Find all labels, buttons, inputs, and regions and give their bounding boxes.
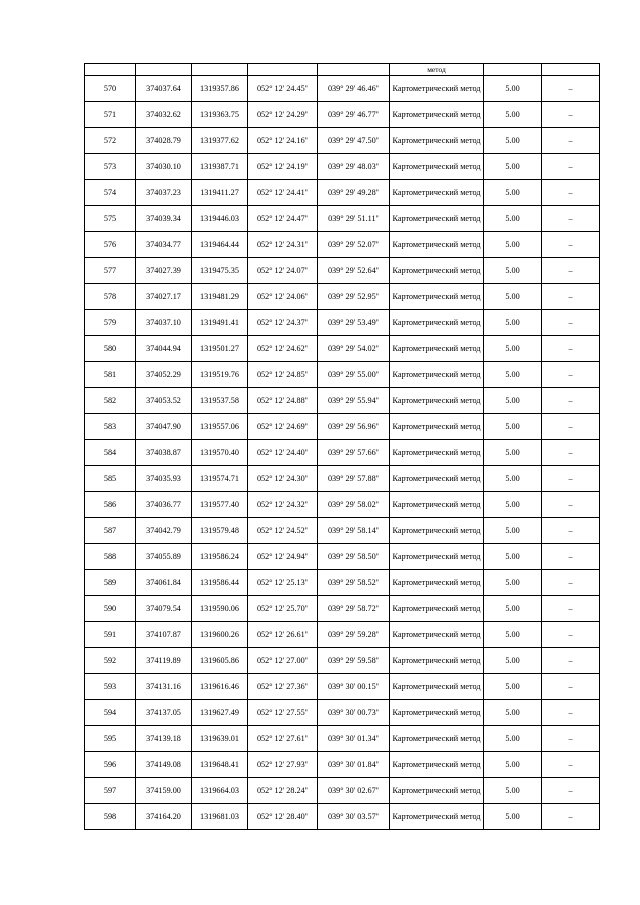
cell-point-number: 577 xyxy=(85,258,136,284)
cell-note: – xyxy=(542,726,600,752)
cell-longitude: 039° 29' 55.00" xyxy=(318,362,390,388)
cell-accuracy: 5.00 xyxy=(484,180,542,206)
cell-longitude: 039° 29' 58.02" xyxy=(318,492,390,518)
cell-longitude: 039° 29' 56.96" xyxy=(318,414,390,440)
cell-point-number: 596 xyxy=(85,752,136,778)
cell-longitude: 039° 29' 58.14" xyxy=(318,518,390,544)
cell-y-coordinate: 1319648.41 xyxy=(192,752,248,778)
cell-method: Картометрический метод xyxy=(390,778,484,804)
cell-latitude: 052° 12' 24.37" xyxy=(248,310,318,336)
cell-x-coordinate: 374035.93 xyxy=(136,466,192,492)
cell-longitude: 039° 30' 01.84" xyxy=(318,752,390,778)
cell-method-continuation: метод xyxy=(390,64,484,76)
cell-note: – xyxy=(542,180,600,206)
cell-point-number: 575 xyxy=(85,206,136,232)
cell-x-coordinate: 374038.87 xyxy=(136,440,192,466)
cell-y-coordinate: 1319590.06 xyxy=(192,596,248,622)
cell-empty xyxy=(85,64,136,76)
cell-latitude: 052° 12' 28.24" xyxy=(248,778,318,804)
cell-latitude: 052° 12' 27.36" xyxy=(248,674,318,700)
cell-accuracy: 5.00 xyxy=(484,414,542,440)
table-row xyxy=(85,492,600,518)
cell-method: Картометрический метод xyxy=(390,232,484,258)
table-row xyxy=(85,596,600,622)
cell-longitude: 039° 30' 02.67" xyxy=(318,778,390,804)
cell-longitude: 039° 29' 46.77" xyxy=(318,102,390,128)
cell-y-coordinate: 1319377.62 xyxy=(192,128,248,154)
cell-latitude: 052° 12' 24.45" xyxy=(248,76,318,102)
cell-note: – xyxy=(542,128,600,154)
cell-accuracy: 5.00 xyxy=(484,622,542,648)
cell-point-number: 594 xyxy=(85,700,136,726)
cell-latitude: 052° 12' 24.85" xyxy=(248,362,318,388)
cell-longitude: 039° 29' 46.46" xyxy=(318,76,390,102)
cell-accuracy: 5.00 xyxy=(484,336,542,362)
cell-accuracy: 5.00 xyxy=(484,76,542,102)
cell-method: Картометрический метод xyxy=(390,154,484,180)
cell-y-coordinate: 1319387.71 xyxy=(192,154,248,180)
cell-point-number: 576 xyxy=(85,232,136,258)
cell-y-coordinate: 1319616.46 xyxy=(192,674,248,700)
cell-method: Картометрический метод xyxy=(390,804,484,830)
cell-accuracy: 5.00 xyxy=(484,726,542,752)
cell-point-number: 586 xyxy=(85,492,136,518)
cell-method: Картометрический метод xyxy=(390,206,484,232)
cell-x-coordinate: 374036.77 xyxy=(136,492,192,518)
cell-longitude: 039° 29' 59.58" xyxy=(318,648,390,674)
cell-latitude: 052° 12' 25.13" xyxy=(248,570,318,596)
cell-longitude: 039° 30' 00.73" xyxy=(318,700,390,726)
cell-method: Картометрический метод xyxy=(390,388,484,414)
cell-longitude: 039° 29' 58.50" xyxy=(318,544,390,570)
cell-note: – xyxy=(542,154,600,180)
table-row xyxy=(85,284,600,310)
cell-note: – xyxy=(542,544,600,570)
cell-accuracy: 5.00 xyxy=(484,284,542,310)
cell-x-coordinate: 374164.20 xyxy=(136,804,192,830)
cell-latitude: 052° 12' 24.19" xyxy=(248,154,318,180)
cell-accuracy: 5.00 xyxy=(484,102,542,128)
cell-point-number: 581 xyxy=(85,362,136,388)
cell-method: Картометрический метод xyxy=(390,284,484,310)
table-row xyxy=(85,544,600,570)
cell-point-number: 590 xyxy=(85,596,136,622)
cell-latitude: 052° 12' 27.55" xyxy=(248,700,318,726)
cell-latitude: 052° 12' 24.52" xyxy=(248,518,318,544)
cell-point-number: 583 xyxy=(85,414,136,440)
cell-x-coordinate: 374027.17 xyxy=(136,284,192,310)
cell-longitude: 039° 29' 52.07" xyxy=(318,232,390,258)
table-row xyxy=(85,804,600,830)
cell-point-number: 598 xyxy=(85,804,136,830)
cell-method: Картометрический метод xyxy=(390,362,484,388)
cell-note: – xyxy=(542,232,600,258)
cell-y-coordinate: 1319357.86 xyxy=(192,76,248,102)
cell-longitude: 039° 30' 03.57" xyxy=(318,804,390,830)
cell-longitude: 039° 29' 51.11" xyxy=(318,206,390,232)
cell-method: Картометрический метод xyxy=(390,648,484,674)
table-row xyxy=(85,778,600,804)
cell-method: Картометрический метод xyxy=(390,752,484,778)
cell-longitude: 039° 29' 58.52" xyxy=(318,570,390,596)
cell-accuracy: 5.00 xyxy=(484,258,542,284)
cell-longitude: 039° 29' 52.95" xyxy=(318,284,390,310)
cell-point-number: 571 xyxy=(85,102,136,128)
table-row xyxy=(85,180,600,206)
cell-accuracy: 5.00 xyxy=(484,752,542,778)
cell-method: Картометрический метод xyxy=(390,674,484,700)
cell-x-coordinate: 374107.87 xyxy=(136,622,192,648)
cell-latitude: 052° 12' 24.88" xyxy=(248,388,318,414)
cell-longitude: 039° 29' 58.72" xyxy=(318,596,390,622)
table-row xyxy=(85,466,600,492)
table-row xyxy=(85,674,600,700)
cell-note: – xyxy=(542,206,600,232)
cell-x-coordinate: 374137.05 xyxy=(136,700,192,726)
cell-note: – xyxy=(542,778,600,804)
cell-method: Картометрический метод xyxy=(390,336,484,362)
cell-accuracy: 5.00 xyxy=(484,466,542,492)
cell-note: – xyxy=(542,414,600,440)
cell-x-coordinate: 374030.10 xyxy=(136,154,192,180)
cell-y-coordinate: 1319446.03 xyxy=(192,206,248,232)
cell-x-coordinate: 374027.39 xyxy=(136,258,192,284)
cell-empty xyxy=(192,64,248,76)
cell-note: – xyxy=(542,674,600,700)
table-row xyxy=(85,518,600,544)
cell-y-coordinate: 1319639.01 xyxy=(192,726,248,752)
cell-longitude: 039° 29' 59.28" xyxy=(318,622,390,648)
cell-method: Картометрический метод xyxy=(390,596,484,622)
cell-note: – xyxy=(542,258,600,284)
table-row xyxy=(85,206,600,232)
cell-note: – xyxy=(542,362,600,388)
table-row xyxy=(85,258,600,284)
cell-point-number: 582 xyxy=(85,388,136,414)
cell-point-number: 593 xyxy=(85,674,136,700)
cell-latitude: 052° 12' 24.06" xyxy=(248,284,318,310)
cell-y-coordinate: 1319664.03 xyxy=(192,778,248,804)
cell-longitude: 039° 29' 57.66" xyxy=(318,440,390,466)
table-row xyxy=(85,232,600,258)
cell-point-number: 578 xyxy=(85,284,136,310)
cell-note: – xyxy=(542,622,600,648)
cell-point-number: 591 xyxy=(85,622,136,648)
cell-x-coordinate: 374039.34 xyxy=(136,206,192,232)
cell-y-coordinate: 1319411.27 xyxy=(192,180,248,206)
cell-longitude: 039° 30' 00.15" xyxy=(318,674,390,700)
table-row xyxy=(85,154,600,180)
cell-accuracy: 5.00 xyxy=(484,232,542,258)
cell-y-coordinate: 1319627.49 xyxy=(192,700,248,726)
cell-latitude: 052° 12' 24.31" xyxy=(248,232,318,258)
cell-accuracy: 5.00 xyxy=(484,700,542,726)
cell-longitude: 039° 29' 48.03" xyxy=(318,154,390,180)
table-row xyxy=(85,362,600,388)
cell-y-coordinate: 1319579.48 xyxy=(192,518,248,544)
cell-x-coordinate: 374037.10 xyxy=(136,310,192,336)
cell-point-number: 574 xyxy=(85,180,136,206)
cell-method: Картометрический метод xyxy=(390,128,484,154)
cell-latitude: 052° 12' 27.93" xyxy=(248,752,318,778)
cell-note: – xyxy=(542,596,600,622)
cell-point-number: 589 xyxy=(85,570,136,596)
cell-latitude: 052° 12' 24.30" xyxy=(248,466,318,492)
cell-point-number: 573 xyxy=(85,154,136,180)
cell-longitude: 039° 29' 49.28" xyxy=(318,180,390,206)
cell-x-coordinate: 374055.89 xyxy=(136,544,192,570)
cell-y-coordinate: 1319491.41 xyxy=(192,310,248,336)
cell-y-coordinate: 1319481.29 xyxy=(192,284,248,310)
cell-method: Картометрический метод xyxy=(390,544,484,570)
table-row xyxy=(85,128,600,154)
table-row xyxy=(85,700,600,726)
cell-x-coordinate: 374032.62 xyxy=(136,102,192,128)
cell-x-coordinate: 374061.84 xyxy=(136,570,192,596)
cell-method: Картометрический метод xyxy=(390,700,484,726)
cell-accuracy: 5.00 xyxy=(484,518,542,544)
cell-y-coordinate: 1319600.26 xyxy=(192,622,248,648)
cell-note: – xyxy=(542,310,600,336)
cell-x-coordinate: 374149.08 xyxy=(136,752,192,778)
cell-note: – xyxy=(542,466,600,492)
cell-point-number: 585 xyxy=(85,466,136,492)
cell-x-coordinate: 374079.54 xyxy=(136,596,192,622)
table-body xyxy=(85,64,600,830)
cell-accuracy: 5.00 xyxy=(484,362,542,388)
cell-point-number: 570 xyxy=(85,76,136,102)
cell-latitude: 052° 12' 24.47" xyxy=(248,206,318,232)
cell-note: – xyxy=(542,648,600,674)
cell-accuracy: 5.00 xyxy=(484,154,542,180)
cell-note: – xyxy=(542,700,600,726)
cell-latitude: 052° 12' 27.00" xyxy=(248,648,318,674)
cell-point-number: 595 xyxy=(85,726,136,752)
cell-x-coordinate: 374053.52 xyxy=(136,388,192,414)
cell-y-coordinate: 1319570.40 xyxy=(192,440,248,466)
table-row xyxy=(85,648,600,674)
cell-method: Картометрический метод xyxy=(390,76,484,102)
cell-x-coordinate: 374047.90 xyxy=(136,414,192,440)
cell-latitude: 052° 12' 24.29" xyxy=(248,102,318,128)
cell-point-number: 597 xyxy=(85,778,136,804)
table-row xyxy=(85,76,600,102)
cell-note: – xyxy=(542,492,600,518)
cell-accuracy: 5.00 xyxy=(484,388,542,414)
cell-x-coordinate: 374042.79 xyxy=(136,518,192,544)
cell-y-coordinate: 1319577.40 xyxy=(192,492,248,518)
cell-accuracy: 5.00 xyxy=(484,440,542,466)
cell-longitude: 039° 29' 55.94" xyxy=(318,388,390,414)
cell-y-coordinate: 1319605.86 xyxy=(192,648,248,674)
cell-y-coordinate: 1319681.03 xyxy=(192,804,248,830)
cell-y-coordinate: 1319519.76 xyxy=(192,362,248,388)
cell-empty xyxy=(484,64,542,76)
table-row xyxy=(85,622,600,648)
cell-method: Картометрический метод xyxy=(390,570,484,596)
cell-latitude: 052° 12' 24.69" xyxy=(248,414,318,440)
cell-y-coordinate: 1319501.27 xyxy=(192,336,248,362)
cell-longitude: 039° 30' 01.34" xyxy=(318,726,390,752)
cell-accuracy: 5.00 xyxy=(484,206,542,232)
cell-accuracy: 5.00 xyxy=(484,570,542,596)
table-row xyxy=(85,752,600,778)
cell-y-coordinate: 1319363.75 xyxy=(192,102,248,128)
cell-x-coordinate: 374028.79 xyxy=(136,128,192,154)
cell-point-number: 572 xyxy=(85,128,136,154)
cell-accuracy: 5.00 xyxy=(484,778,542,804)
cell-latitude: 052° 12' 24.07" xyxy=(248,258,318,284)
cell-longitude: 039° 29' 53.49" xyxy=(318,310,390,336)
coordinates-table xyxy=(84,63,600,830)
cell-note: – xyxy=(542,102,600,128)
cell-method: Картометрический метод xyxy=(390,440,484,466)
cell-empty xyxy=(542,64,600,76)
cell-point-number: 579 xyxy=(85,310,136,336)
cell-note: – xyxy=(542,76,600,102)
cell-latitude: 052° 12' 28.40" xyxy=(248,804,318,830)
cell-x-coordinate: 374052.29 xyxy=(136,362,192,388)
cell-accuracy: 5.00 xyxy=(484,648,542,674)
cell-note: – xyxy=(542,518,600,544)
cell-x-coordinate: 374119.89 xyxy=(136,648,192,674)
table-row xyxy=(85,310,600,336)
cell-y-coordinate: 1319475.35 xyxy=(192,258,248,284)
cell-note: – xyxy=(542,440,600,466)
cell-empty xyxy=(248,64,318,76)
cell-point-number: 588 xyxy=(85,544,136,570)
cell-accuracy: 5.00 xyxy=(484,804,542,830)
cell-latitude: 052° 12' 24.62" xyxy=(248,336,318,362)
cell-note: – xyxy=(542,570,600,596)
cell-x-coordinate: 374044.94 xyxy=(136,336,192,362)
cell-x-coordinate: 374139.18 xyxy=(136,726,192,752)
cell-x-coordinate: 374037.23 xyxy=(136,180,192,206)
cell-accuracy: 5.00 xyxy=(484,310,542,336)
cell-method: Картометрический метод xyxy=(390,310,484,336)
cell-point-number: 592 xyxy=(85,648,136,674)
cell-longitude: 039° 29' 52.64" xyxy=(318,258,390,284)
cell-method: Картометрический метод xyxy=(390,492,484,518)
cell-empty xyxy=(136,64,192,76)
cell-x-coordinate: 374131.16 xyxy=(136,674,192,700)
table-row xyxy=(85,570,600,596)
cell-note: – xyxy=(542,336,600,362)
table-row xyxy=(85,336,600,362)
cell-y-coordinate: 1319586.24 xyxy=(192,544,248,570)
cell-latitude: 052° 12' 25.70" xyxy=(248,596,318,622)
cell-longitude: 039° 29' 57.88" xyxy=(318,466,390,492)
cell-method: Картометрический метод xyxy=(390,414,484,440)
cell-accuracy: 5.00 xyxy=(484,674,542,700)
cell-method: Картометрический метод xyxy=(390,518,484,544)
cell-x-coordinate: 374037.64 xyxy=(136,76,192,102)
cell-latitude: 052° 12' 24.16" xyxy=(248,128,318,154)
cell-note: – xyxy=(542,752,600,778)
cell-latitude: 052° 12' 26.61" xyxy=(248,622,318,648)
cell-y-coordinate: 1319586.44 xyxy=(192,570,248,596)
cell-point-number: 587 xyxy=(85,518,136,544)
table-row xyxy=(85,102,600,128)
table-top-partial-row xyxy=(85,64,600,76)
cell-x-coordinate: 374034.77 xyxy=(136,232,192,258)
cell-point-number: 584 xyxy=(85,440,136,466)
cell-latitude: 052° 12' 24.32" xyxy=(248,492,318,518)
cell-y-coordinate: 1319464.44 xyxy=(192,232,248,258)
cell-accuracy: 5.00 xyxy=(484,544,542,570)
cell-latitude: 052° 12' 24.94" xyxy=(248,544,318,570)
cell-accuracy: 5.00 xyxy=(484,492,542,518)
cell-y-coordinate: 1319574.71 xyxy=(192,466,248,492)
cell-accuracy: 5.00 xyxy=(484,128,542,154)
cell-latitude: 052° 12' 27.61" xyxy=(248,726,318,752)
cell-x-coordinate: 374159.00 xyxy=(136,778,192,804)
cell-note: – xyxy=(542,388,600,414)
cell-y-coordinate: 1319537.58 xyxy=(192,388,248,414)
cell-latitude: 052° 12' 24.40" xyxy=(248,440,318,466)
table-row xyxy=(85,440,600,466)
table-row xyxy=(85,414,600,440)
table-row xyxy=(85,388,600,414)
cell-empty xyxy=(318,64,390,76)
cell-y-coordinate: 1319557.06 xyxy=(192,414,248,440)
cell-note: – xyxy=(542,804,600,830)
cell-note: – xyxy=(542,284,600,310)
table-row xyxy=(85,726,600,752)
cell-latitude: 052° 12' 24.41" xyxy=(248,180,318,206)
cell-method: Картометрический метод xyxy=(390,180,484,206)
cell-method: Картометрический метод xyxy=(390,258,484,284)
cell-method: Картометрический метод xyxy=(390,102,484,128)
cell-longitude: 039° 29' 54.02" xyxy=(318,336,390,362)
cell-method: Картометрический метод xyxy=(390,622,484,648)
cell-longitude: 039° 29' 47.50" xyxy=(318,128,390,154)
cell-method: Картометрический метод xyxy=(390,726,484,752)
cell-method: Картометрический метод xyxy=(390,466,484,492)
cell-accuracy: 5.00 xyxy=(484,596,542,622)
cell-point-number: 580 xyxy=(85,336,136,362)
